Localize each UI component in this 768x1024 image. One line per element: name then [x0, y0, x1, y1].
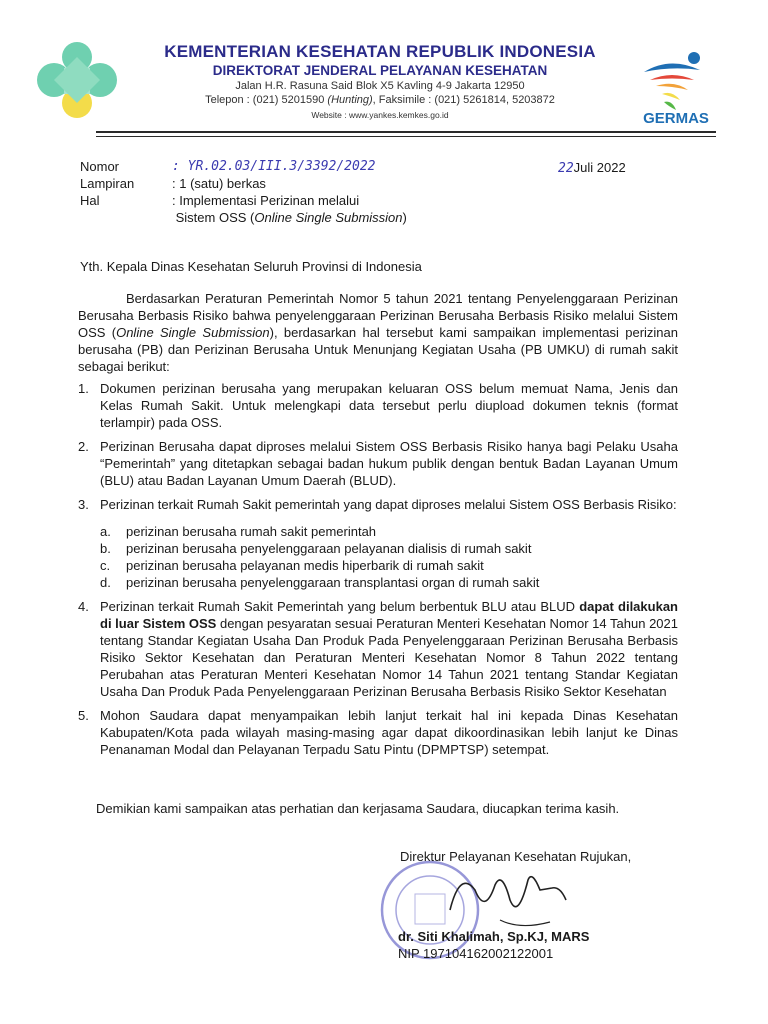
header-rule-thin — [96, 136, 716, 137]
intro-part2: ), berdasarkan hal tersebut kami sampaikan implementasi perizinan berusaha (PB) dan Perizinan Berusaha Untuk Menunjang Kegiatan Usaha (PB UMKU) di rumah sakit sebagai berikut: — [78, 325, 678, 374]
directorate-name: DIREKTORAT JENDERAL PELAYANAN KESEHATAN — [212, 63, 548, 78]
sub-letter: c. — [100, 558, 111, 573]
letterhead-phone — [130, 94, 630, 106]
list-text-with-sublist — [100, 496, 678, 591]
list-item — [78, 380, 678, 431]
sub-list-item — [100, 523, 678, 540]
sub-list-item — [100, 574, 678, 591]
list-number: 4. — [78, 599, 89, 614]
list-text — [100, 598, 678, 700]
hal-value-2 — [172, 209, 407, 226]
sub-list — [100, 523, 678, 591]
date-rest: Juli 2022 — [573, 160, 626, 175]
nomor-value: : YR.02.03/III.3/3392/2022 — [172, 159, 376, 174]
list-number: 2. — [78, 439, 89, 454]
letterhead — [130, 42, 630, 120]
hal-italic: Online Single Submission — [254, 210, 403, 225]
letterhead-address: Jalan H.R. Rasuna Said Blok X5 Kavling 4-9 Jakarta 12950 — [235, 80, 525, 92]
phone-hunting: (Hunting) — [327, 94, 373, 106]
phone-suffix: , Faksimile : (021) 5261814, 5203872 — [372, 94, 555, 106]
letter-date — [558, 160, 626, 176]
list-item — [78, 438, 678, 489]
sub-letter: a. — [100, 524, 111, 539]
signatory-nip: NIP 197104162002122001 — [398, 946, 554, 961]
kemenkes-logo-icon — [34, 40, 120, 120]
header-rule-thick — [96, 131, 716, 133]
date-day: 22 — [558, 161, 574, 176]
hal-suffix: ) — [402, 210, 407, 225]
item4-text-b: dengan pesyaratan sesuai Peraturan Menteri Kesehatan Nomor 14 Tahun 2021 tentang Standar Kegiatan Usaha Dan Produk Pada Penyelenggaraan Perizinan Berusaha Berbasis Risiko Sektor Kesehatan dan Peraturan Menteri Kesehatan Nomor 8 Tahun 2022 tentang Perubahan atas Peraturan Menteri Kesehatan Nomor 14 Tahun 2021 tentang Standar Kegiatan Usaha Dan Produk Pada Penyelenggaraan Perizinan Berusaha Berbasis Risiko Sektor Kesehatan — [100, 616, 678, 699]
sub-text: perizinan berusaha penyelenggaraan pelayanan dialisis di rumah sakit — [126, 541, 532, 556]
signature-icon — [440, 860, 580, 940]
numbered-list — [78, 380, 678, 765]
list-text: Perizinan Berusaha dapat diproses melalui Sistem OSS Berbasis Risiko hanya bagi Pelaku Usaha “Pemerintah” yang ditetapkan sebagai badan hukum publik dengan bentuk Badan Layanan Umum (BLU) atau Badan Layanan Umum Daerah (BLUD). — [100, 439, 678, 488]
sub-list-item — [100, 540, 678, 557]
sub-text: perizinan berusaha rumah sakit pemerintah — [126, 524, 377, 539]
list-number: 5. — [78, 708, 89, 723]
letter-meta — [80, 158, 407, 226]
letterhead-website: Website : www.yankes.kemkes.go.id — [311, 110, 449, 120]
closing-sentence: Demikian kami sampaikan atas perhatian dan kerjasama Saudara, diucapkan terima kasih. — [96, 801, 620, 816]
signatory-title: Direktur Pelayanan Kesehatan Rujukan, — [400, 849, 632, 864]
list-number: 3. — [78, 497, 89, 512]
lampiran-value: : 1 (satu) berkas — [172, 176, 266, 191]
ministry-name: KEMENTERIAN KESEHATAN REPUBLIK INDONESIA — [164, 42, 596, 61]
list-item — [78, 598, 678, 700]
sub-letter: b. — [100, 541, 111, 556]
germas-label: GERMAS — [643, 110, 709, 127]
sub-text: perizinan berusaha penyelenggaraan transplantasi organ di rumah sakit — [126, 575, 540, 590]
item4-bold: dapat dilakukan di luar Sistem OSS — [100, 599, 678, 631]
nomor-label: Nomor — [80, 159, 120, 174]
signatory-name: dr. Siti Khalimah, Sp.KJ, MARS — [398, 929, 590, 944]
hal-row-2 — [80, 209, 407, 226]
intro-paragraph — [78, 290, 678, 375]
hal-prefix: Sistem OSS ( — [175, 210, 255, 225]
list-item — [78, 707, 678, 758]
intro-part1: Berdasarkan Peraturan Pemerintah Nomor 5 tahun 2021 tentang Penyelenggaraan Perizinan Berusaha Berbasis Risiko bahwa penyelenggaraan Perizinan Berusaha Berbasis Risiko melalui Sistem OSS ( — [78, 291, 678, 340]
list-item — [78, 496, 678, 591]
hal-value: : Implementasi Perizinan melalui — [172, 193, 360, 208]
nomor-row — [80, 158, 407, 175]
list-number: 1. — [78, 381, 89, 396]
lampiran-label: Lampiran — [80, 176, 135, 191]
hal-label: Hal — [80, 193, 100, 208]
sub-list-item — [100, 557, 678, 574]
sub-text: perizinan berusaha pelayanan medis hiperbarik di rumah sakit — [126, 558, 484, 573]
intro-italic: Online Single Submission — [116, 325, 270, 340]
hal-row — [80, 192, 407, 209]
list-text: Perizinan terkait Rumah Sakit pemerintah yang dapat diproses melalui Sistem OSS Berbasis Risiko: — [100, 497, 677, 512]
sub-letter: d. — [100, 575, 111, 590]
list-text: Dokumen perizinan berusaha yang merupakan keluaran OSS belum memuat Nama, Jenis dan Kelas Rumah Sakit. Untuk melengkapi data tersebut perlu diupload dokumen teknis (format terlampir) pada OSS. — [100, 381, 678, 430]
phone-prefix: Telepon : (021) 5201590 — [205, 94, 328, 106]
item4-text-a: Perizinan terkait Rumah Sakit Pemerintah yang belum berbentuk BLU atau BLUD — [100, 599, 580, 614]
addressee: Yth. Kepala Dinas Kesehatan Seluruh Provinsi di Indonesia — [80, 259, 422, 274]
lampiran-row — [80, 175, 407, 192]
list-text: Mohon Saudara dapat menyampaikan lebih lanjut terkait hal ini kepada Dinas Kesehatan Kabupaten/Kota pada wilayah masing-masing agar dapat dikoordinasikan lebih lanjut ke Dinas Penanaman Modal dan Pelayanan Terpadu Satu Pintu (DPMPTSP) setempat. — [100, 708, 678, 757]
